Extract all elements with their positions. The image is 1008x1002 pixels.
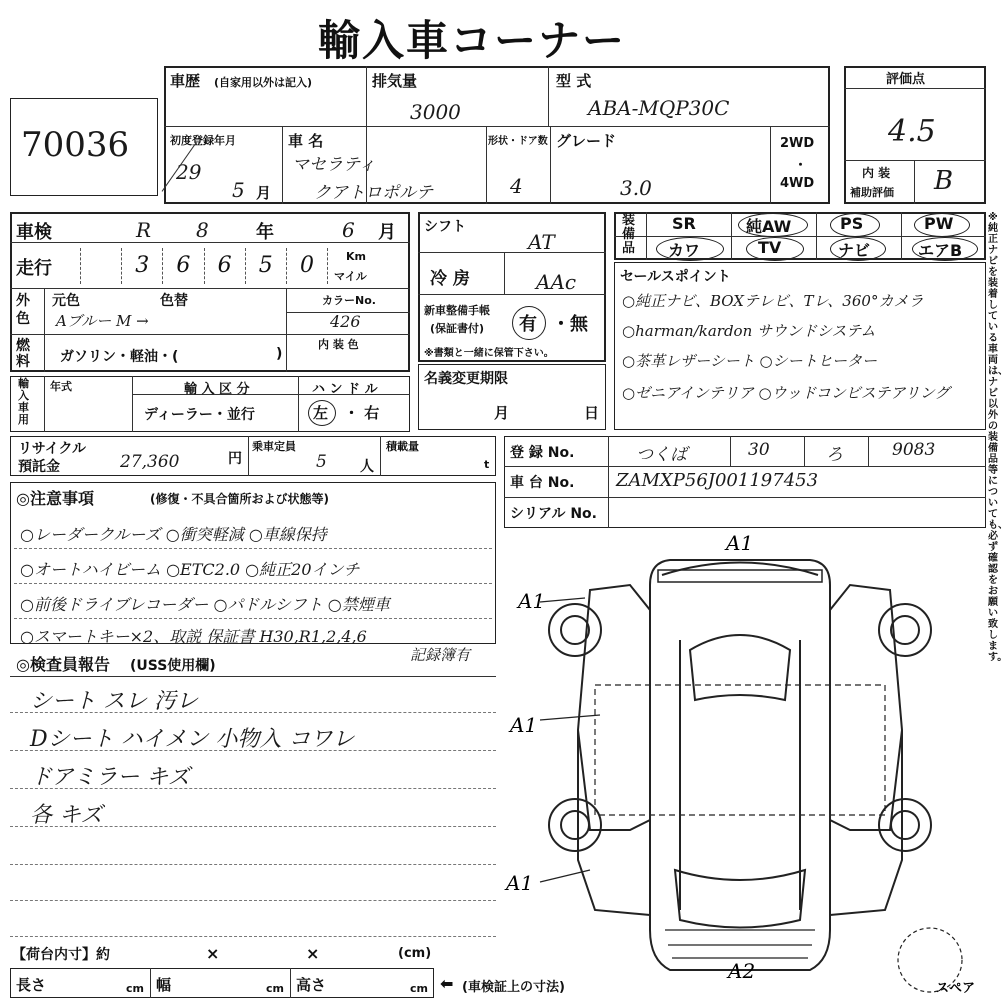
interior-label: 内 装 [862,166,891,180]
equipment-label: 装備品 [622,213,636,256]
inspector-sub: (USS使用欄) [130,658,216,674]
grade-value: 3.0 [620,176,652,200]
mileage-unit-mile: マイル [334,270,367,283]
color-orig-label: 元色 [52,293,80,309]
cargo-height-cm: cm [410,982,428,995]
displacement-value: 3000 [410,100,461,124]
mileage-label: 走行 [16,258,52,279]
maintenance-label: 新車整備手帳 [424,304,490,317]
inspector-line: Dシート ハイメン 小物入 コワレ [30,727,355,752]
evaluation-score: 4.5 [888,114,936,149]
grade-label: グレード [556,132,617,150]
cargo-arrow: ⬅ [440,974,454,993]
capacity-value: 5 [316,452,327,472]
doors-value: 4 [510,174,523,198]
equipment-navi: ナビ [838,241,871,260]
history-label: 車歴 [170,72,201,90]
equipment-sr: SR [672,214,696,233]
interior-color-label: 内 装 色 [318,338,359,351]
sales-points-block [614,262,986,430]
inspector-label: ◎検査員報告 [16,655,110,674]
inspection-month-unit: 月 [378,222,396,243]
cargo-length-cm: cm [126,982,144,995]
fuel-label: 燃料 [16,338,30,370]
maintenance-no: ・無 [552,314,588,335]
cargo-height-label: 高さ [296,976,327,994]
chassis-label: 車 台 No. [510,475,575,491]
registration-place: つくば [636,445,687,465]
evaluation-label: 評価点 [886,72,926,87]
handle-label: ハ ン ド ル [312,382,378,397]
mileage-digit: 0 [286,248,328,284]
registration-class: 30 [748,440,770,460]
sales-point-line: ○純正ナビ、BOXテレビ、Tレ、360°カメラ [622,292,924,310]
model-code-label: 型 式 [556,72,592,90]
notes-line: ○前後ドライブレコーダー ○パドルシフト ○禁煙車 [20,595,390,614]
side-note: ※純正ナビを装着している車両は、ナビ以外の装備品等についても、必ず確認をお願い致します。 [988,212,1008,663]
inspection-year: 8 [196,218,209,242]
cargo-dims-box [10,968,434,998]
load-unit: t [484,458,490,471]
color-code-label: カラーNo. [322,294,376,307]
cargo-width-label: 幅 [156,976,172,994]
fuel-options: ガソリン・軽油・( [60,349,179,365]
equipment-leather: カワ [668,241,701,260]
mileage-digit: 3 [121,248,162,284]
drive-dot: ・ [794,158,808,173]
name-change-month: 月 [494,404,510,422]
aircon-label: 冷 房 [430,269,470,289]
handle-left: 左 [313,404,329,422]
displacement-label: 排気量 [372,72,418,90]
cargo-label: 【荷台内寸】約 [12,947,110,963]
registration-number: 9083 [892,440,936,460]
shift-label: シフト [424,219,466,235]
interior-grade: B [934,166,954,196]
history-note: (自家用以外は記入) [214,76,313,89]
sales-point-line: ○harman/kardon サウンドシステム [622,322,876,340]
car-damage-diagram [500,530,976,1000]
notes-extra: 記録簿有 [410,646,471,664]
damage-mark: A1 [510,713,538,737]
import-year-label: 年式 [50,380,72,393]
import-side-label: 輸入車用 [18,377,29,426]
color-side-label: 外色 [16,293,30,327]
car-name-line1: マセラティ [292,155,376,175]
registration-label: 登 録 No. [510,445,575,461]
serial-label: シリアル No. [510,506,597,522]
lot-number-box [10,98,158,196]
page-title: 輸入車コーナー [318,16,627,65]
notes-line: ○スマートキー×2、取説 保証書 H30,R1,2,4,6 [20,627,367,646]
equipment-tv: TV [758,238,782,257]
spare-label: スペア [936,981,976,996]
maintenance-yes-text: 有 [519,314,537,335]
sales-point-line: ○ゼニアインテリア ○ウッドコンビステアリング [622,384,950,402]
name-change-day: 日 [584,404,600,422]
first-reg-label: 初度登録年月 [170,134,236,147]
capacity-unit: 人 [360,459,374,475]
drive-2wd: 2WD [780,136,815,151]
handle-right: ・ 右 [344,404,380,422]
registration-kana: ろ [826,445,843,465]
inspector-line: 各 キズ [30,803,103,828]
notes-line: ○オートハイビーム ○ETC2.0 ○純正20インチ [20,560,360,579]
recycle-label: リサイクル [18,441,87,457]
first-reg-year: 29 [176,160,202,184]
import-class-value: ディーラー・並行 [144,407,255,423]
equipment-aw: 純AW [746,217,792,236]
equipment-ps: PS [840,214,864,233]
first-reg-month: 5 [232,178,245,202]
notes-sub: (修復・不具合箇所および状態等) [150,492,329,506]
cargo-note: (車検証上の寸法) [462,980,565,995]
mileage-digit: 6 [162,248,203,284]
inspection-year-unit: 年 [256,222,274,243]
mileage-digit [80,248,121,284]
maintenance-sub: (保証書付) [430,322,485,335]
interior-sub: 補助評価 [850,186,894,199]
recycle-label2: 預託金 [18,459,60,475]
color-orig-value: Aブルー M → [56,312,149,330]
damage-mark: A1 [726,531,754,555]
notes-label: ◎注意事項 [16,489,94,508]
first-reg-month-unit: 月 [256,184,272,202]
cargo-unit: (cm) [398,946,432,961]
color-code: 426 [330,312,361,331]
color-repaint-label: 色替 [160,293,188,309]
cargo-width-cm: cm [266,982,284,995]
doors-label: 形状・ドア数 [488,136,548,147]
damage-mark: A1 [518,589,546,613]
damage-mark: A1 [506,871,534,895]
cargo-x2: × [306,944,320,963]
chassis-value: ZAMXP56J001197453 [616,470,819,491]
inspection-era: R [136,218,152,242]
name-change-label: 名義変更期限 [424,371,508,387]
inspection-label: 車検 [16,222,52,243]
damage-mark: A2 [728,959,756,983]
load-label: 積載量 [386,440,419,453]
car-name-line2: クアトロポルテ [314,183,433,203]
car-name-label: 車 名 [288,132,324,150]
drive-4wd: 4WD [780,176,815,191]
shift-value: AT [528,230,555,254]
notes-line: ○レーダークルーズ ○衝突軽減 ○車線保持 [20,525,327,544]
fuel-close: ) [276,346,283,362]
sales-points-label: セールスポイント [620,269,731,285]
mileage-digit: 6 [204,248,245,284]
aircon-value: AAc [536,270,577,294]
maintenance-note: ※書類と一緒に保管下さい。 [424,348,554,359]
equipment-airbag: エアB [918,241,963,260]
recycle-value: 27,360 [120,452,180,472]
model-code-value: ABA-MQP30C [588,96,730,120]
import-class-label: 輸 入 区 分 [184,382,250,397]
inspector-line: ドアミラー キズ [30,765,190,790]
recycle-unit: 円 [228,451,242,467]
equipment-pw: PW [924,214,954,233]
inspection-month: 6 [342,218,355,242]
lot-number: 70036 [21,125,130,165]
inspector-line: シート スレ 汚レ [30,689,198,714]
mileage-unit-km: Km [346,250,366,263]
capacity-label: 乗車定員 [252,440,296,453]
sales-point-line: ○茶革レザーシート ○シートヒーター [622,352,878,370]
cargo-x1: × [206,944,220,963]
mileage-digits [80,248,328,284]
cargo-length-label: 長さ [16,976,47,994]
mileage-digit: 5 [245,248,286,284]
